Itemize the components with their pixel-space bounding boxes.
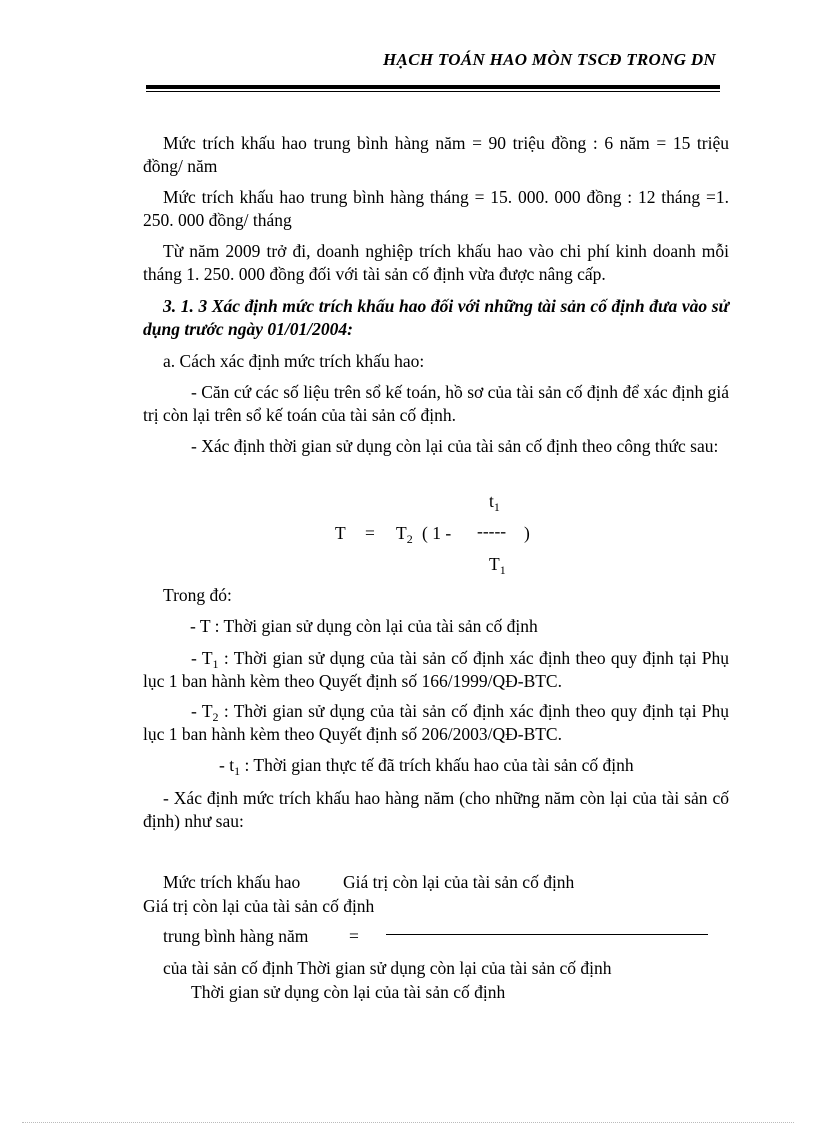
annual-formula-numerator: Giá trị còn lại của tài sản cố định [343, 872, 575, 892]
subsection-a-heading: a. Cách xác định mức trích khấu hao: [163, 351, 425, 371]
annual-formula-line2: Giá trị còn lại của tài sản cố định [143, 896, 375, 916]
formula-open: ( 1 - [422, 523, 452, 543]
annual-formula-label-line1: Mức trích khấu hao [163, 872, 301, 892]
annual-formula-line4: của tài sản cố định Thời gian sử dụng còn lại của tài sản cố định [163, 958, 612, 978]
paragraph-monthly-rate: Mức trích khấu hao trung bình hàng tháng = 15. 000. 000 đồng : 12 tháng =1. 250. 000 đồng/ tháng [143, 187, 729, 230]
annual-formula-fraction-bar [386, 934, 708, 935]
formula-fraction-bar: ----- [477, 521, 507, 541]
header-rule-thin [146, 91, 720, 92]
definition-t: - T : Thời gian sử dụng còn lại của tài sản cố định [190, 616, 538, 636]
bullet-remaining-time: - Xác định thời gian sử dụng còn lại của tài sản cố định theo công thức sau: [191, 436, 719, 456]
formula-numerator: $t_1$ [489, 491, 500, 514]
paragraph-from-2009: Từ năm 2009 trở đi, doanh nghiệp trích khấu hao vào chi phí kinh doanh mỗi tháng 1. 250. 000 đồng đối với tài sản cố định vừa được nâng cấp. [143, 241, 729, 284]
annual-formula-equals: = [349, 926, 359, 946]
definitions-intro: Trong đó: [163, 585, 232, 605]
page-header-title: HẠCH TOÁN HAO MÒN TSCĐ TRONG DN [383, 50, 716, 69]
annual-formula-denominator: Thời gian sử dụng còn lại của tài sản cố định [191, 982, 506, 1002]
formula-denominator: $T_1$ [489, 554, 506, 577]
definition-t1: - $t_1$ : Thời gian thực tế đã trích khấu hao của tài sản cố định [219, 755, 634, 778]
formula-lhs: T [335, 523, 346, 543]
formula-t2: $T_2$ [396, 523, 413, 546]
section-heading: 3. 1. 3 Xác định mức trích khấu hao đối với những tài sản cố định đưa vào sử dụng trước ngày 01/01/2004: [143, 296, 729, 339]
header-rule-thick [146, 85, 720, 89]
definition-T1: - $T_1$ : Thời gian sử dụng của tài sản cố định xác định theo quy định tại Phụ lục 1 ban hành kèm theo Quyết định số 166/1999/QĐ-BTC. [143, 648, 729, 691]
annual-formula-label-line2: trung bình hàng năm [163, 926, 309, 946]
paragraph-annual-rate: Mức trích khấu hao trung bình hàng năm = 90 triệu đồng : 6 năm = 15 triệu đồng/ năm [143, 133, 729, 176]
paragraph-annual-rate-method: - Xác định mức trích khấu hao hàng năm (cho những năm còn lại của tài sản cố định) như sau: [143, 788, 729, 831]
formula-equals: = [365, 523, 375, 543]
definition-T2: - $T_2$ : Thời gian sử dụng của tài sản cố định xác định theo quy định tại Phụ lục 1 ban hành kèm theo Quyết định số 206/2003/QĐ-BTC. [143, 701, 729, 744]
formula-close: ) [524, 523, 530, 543]
bullet-book-value: - Căn cứ các số liệu trên sổ kế toán, hồ sơ của tài sản cố định để xác định giá trị còn lại trên sổ kế toán của tài sản cố định. [143, 382, 729, 425]
